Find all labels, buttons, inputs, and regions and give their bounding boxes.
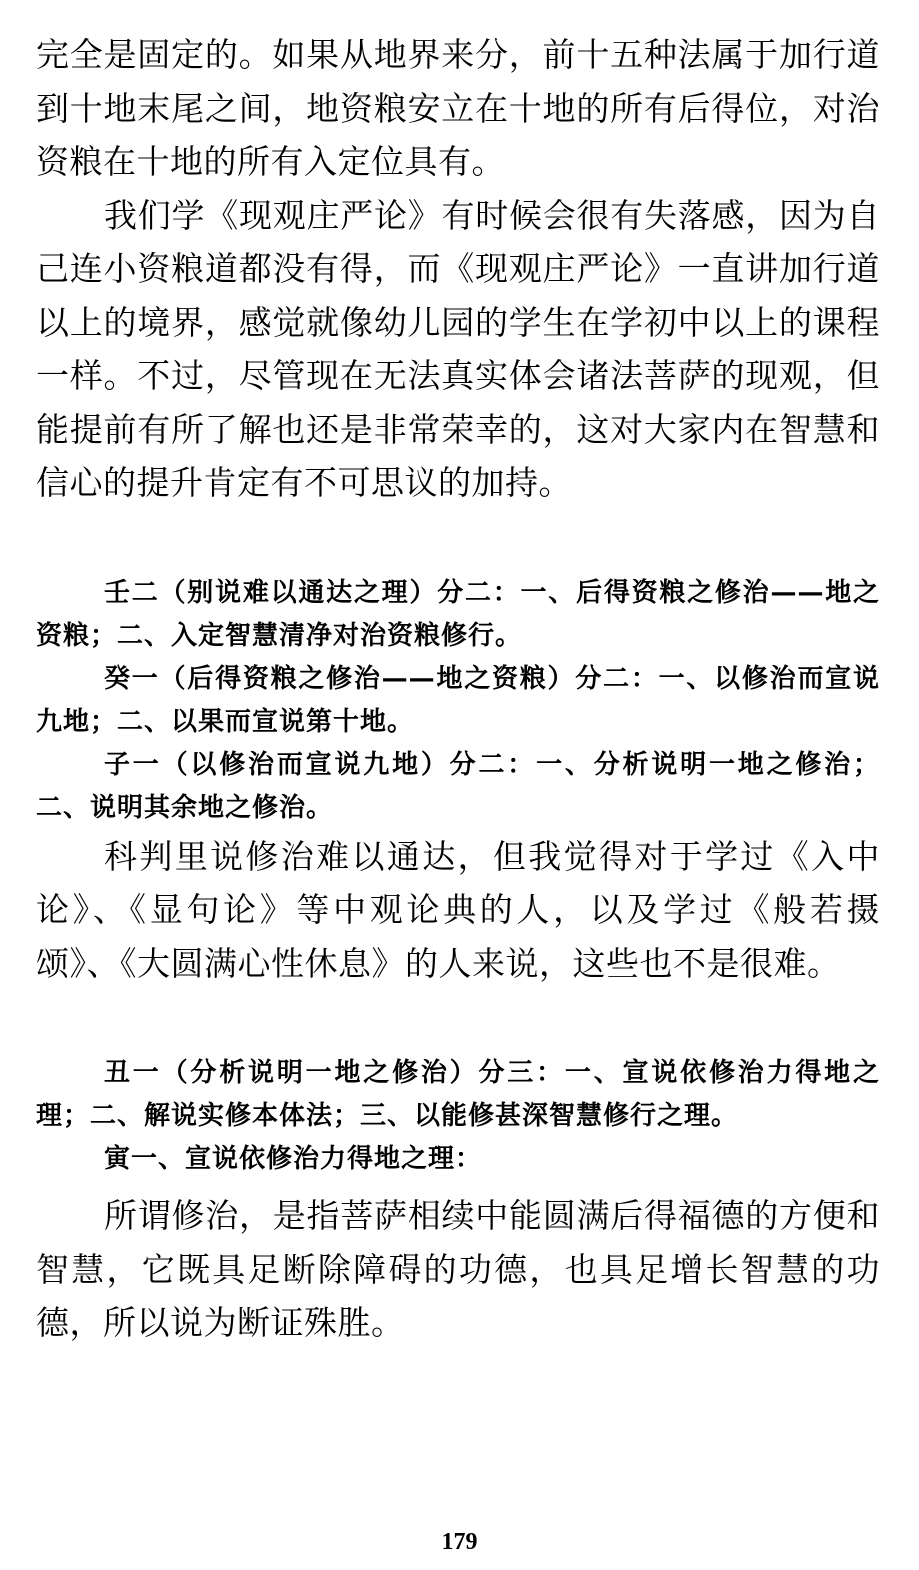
outline-heading-chou1: 丑一（分析说明一地之修治）分三：一、宣说依修治力得地之理；二、解说实修本体法；三、以能修甚深智慧修行之理。 [36,1058,880,1131]
paragraph-3: 科判里说修治难以通达，但我觉得对于学过《入中论》、《显句论》等中观论典的人，以及学过《般若摄颂》、《大圆满心性休息》的人来说，这些也不是很难。 [36,836,880,983]
outline-heading-zi1: 子一（以修治而宣说九地）分二：一、分析说明一地之修治；二、说明其余地之修治。 [36,749,880,823]
paragraph-4: 所谓修治，是指菩萨相续中能圆满后得福德的方便和智慧，它既具足断除障碍的功德，也具足增长智慧的功德，所以说为断证殊胜。 [36,1196,880,1342]
outline-heading-gui1: 癸一（后得资粮之修治——地之资粮）分二：一、以修治而宣说九地；二、以果而宣说第十地。 [36,663,880,737]
paragraph-1: 完全是固定的。如果从地界来分，前十五种法属于加行道到十地末尾之间，地资粮安立在十地的所有后得位，对治资粮在十地的所有入定位具有。 [36,35,880,181]
paragraph-2: 我们学《现观庄严论》有时候会很有失落感，因为自己连小资粮道都没有得，而《现观庄严论》一直讲加行道以上的境界，感觉就像幼儿园的学生在学初中以上的课程一样。不过，尽管现在无法真实体会诸法菩萨的现观，但能提前有所了解也还是非常荣幸的，这对大家内在智慧和信心的提升肯定有不可思议的加持。 [36,195,880,502]
outline-heading-yin1: 寅一、宣说依修治力得地之理： [104,1144,483,1174]
page-number: 179 [441,1529,478,1555]
outline-heading-ren2: 壬二（别说难以通达之理）分二：一、后得资粮之修治——地之资粮；二、入定智慧清净对治资粮修行。 [36,577,880,651]
page-content [36,28,880,1350]
section-gap [36,1181,880,1189]
section-gap [36,510,880,572]
section-gap [36,990,880,1052]
